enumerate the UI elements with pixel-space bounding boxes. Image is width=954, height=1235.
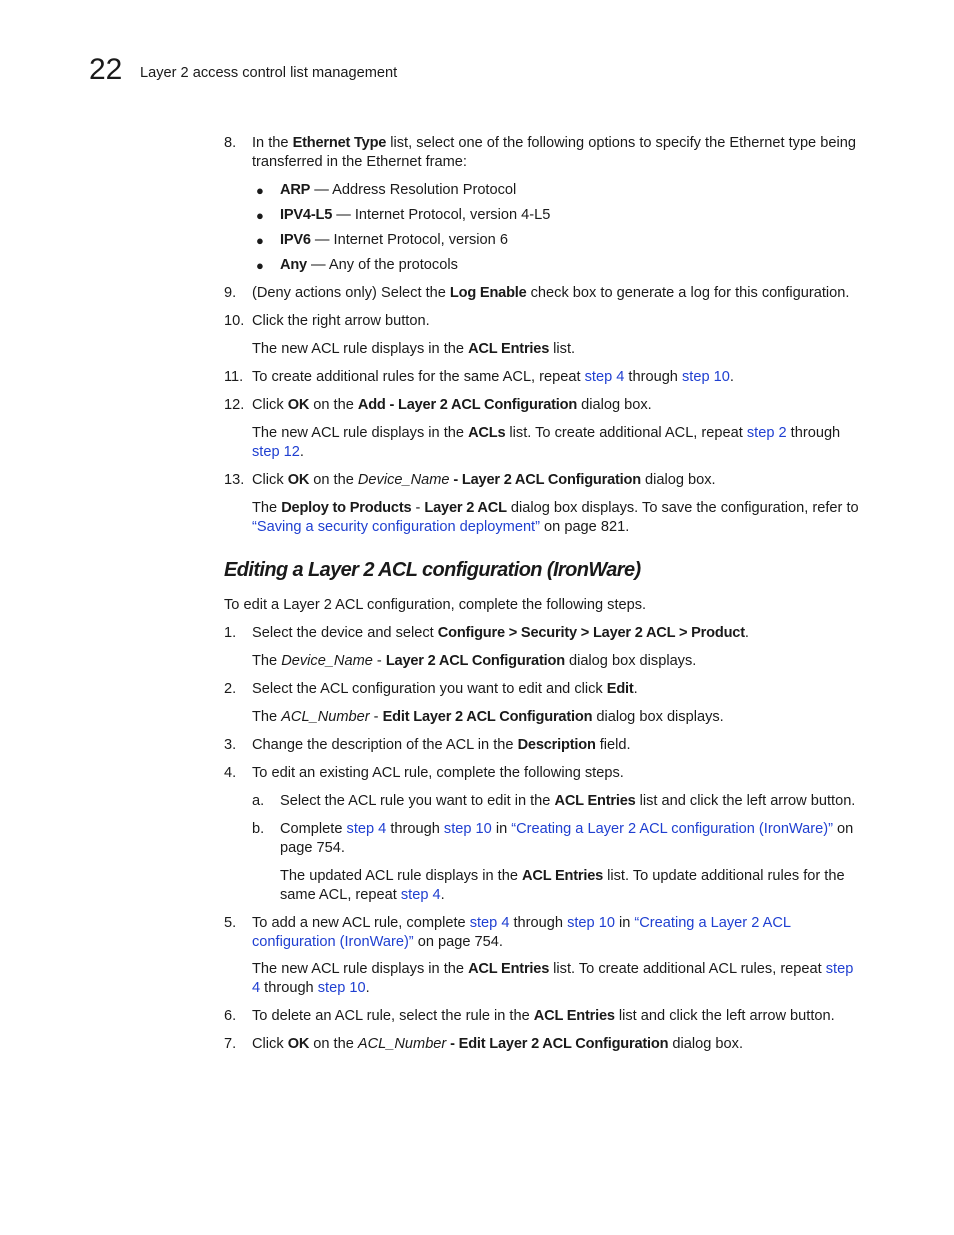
step-11-text: To create additional rules for the same ACL, repeat step 4 through step 10.: [252, 369, 734, 385]
step-number: 6.: [224, 1008, 237, 1024]
edit-step-2-result: The ACL_Number - Edit Layer 2 ACL Configuration dialog box displays.: [252, 709, 724, 725]
step-number: 1.: [224, 625, 237, 641]
step-number: 4.: [224, 765, 237, 781]
step-number: 9.: [224, 285, 237, 301]
bullet-icon: ●: [256, 233, 264, 248]
chapter-title: Layer 2 access control list management: [140, 65, 398, 81]
edit-step-7-text: Click OK on the ACL_Number - Edit Layer 2 ACL Configuration dialog box.: [252, 1036, 744, 1052]
step-link[interactable]: step 4: [469, 915, 510, 931]
step-number: 5.: [224, 915, 237, 931]
step-10-text: Click the right arrow button.: [252, 313, 430, 329]
edit-step-5-result: The new ACL rule displays in the ACL Entries list. To create additional ACL rules, repeat step 4 through step 10.: [252, 961, 854, 996]
step-link[interactable]: step 10: [317, 980, 366, 996]
step-link[interactable]: step 4: [252, 961, 854, 996]
bullet-icon: ●: [256, 183, 264, 198]
step-link[interactable]: step 10: [443, 821, 492, 837]
bullet-item: Any — Any of the protocols: [280, 257, 458, 273]
cross-reference-link[interactable]: “Saving a security configuration deployment”: [252, 519, 540, 535]
step-number: 11.: [224, 369, 244, 385]
cross-reference-link[interactable]: “Creating a Layer 2 ACL configuration (IronWare)”: [511, 821, 833, 837]
step-12-text: Click OK on the Add - Layer 2 ACL Configuration dialog box.: [252, 397, 652, 413]
edit-step-1-text: Select the device and select Configure > Security > Layer 2 ACL > Product.: [252, 625, 749, 641]
substep-letter: a.: [252, 793, 265, 809]
edit-step-4b-text: Complete step 4 through step 10 in “Creating a Layer 2 ACL configuration (IronWare)” on page 754.: [280, 821, 854, 856]
bullet-icon: ●: [256, 258, 264, 273]
bullet-item: IPV6 — Internet Protocol, version 6: [280, 232, 508, 248]
edit-step-3-text: Change the description of the ACL in the Description field.: [252, 737, 631, 753]
step-number: 7.: [224, 1036, 237, 1052]
step-9-text: (Deny actions only) Select the Log Enable check box to generate a log for this configuration.: [252, 285, 850, 301]
section-intro: To edit a Layer 2 ACL configuration, complete the following steps.: [224, 597, 647, 613]
step-number: 13.: [224, 472, 245, 488]
edit-step-4b-result: The updated ACL rule displays in the ACL Entries list. To update additional rules for the same ACL, repeat step 4.: [280, 868, 845, 903]
step-number: 3.: [224, 737, 237, 753]
chapter-number: 22: [89, 53, 123, 86]
bullet-icon: ●: [256, 208, 264, 223]
edit-step-4-text: To edit an existing ACL rule, complete the following steps.: [252, 765, 624, 781]
step-link[interactable]: step 4: [400, 887, 441, 903]
step-number: 10.: [224, 313, 245, 329]
step-8-text: In the Ethernet Type list, select one of the following options to specify the Ethernet type being transferred in the Ethernet frame:: [252, 135, 856, 170]
edit-step-2-text: Select the ACL configuration you want to edit and click Edit.: [252, 681, 638, 697]
edit-step-4a-text: Select the ACL rule you want to edit in the ACL Entries list and click the left arrow button.: [280, 793, 856, 809]
bullet-item: IPV4-L5 — Internet Protocol, version 4-L5: [280, 207, 551, 223]
step-number: 8.: [224, 135, 237, 151]
edit-step-1-result: The Device_Name - Layer 2 ACL Configuration dialog box displays.: [252, 653, 697, 669]
step-link[interactable]: step 4: [584, 369, 625, 385]
step-link[interactable]: step 4: [346, 821, 387, 837]
cross-reference-link[interactable]: “Creating a Layer 2 ACL configuration (IronWare)”: [252, 915, 791, 950]
step-13-result: The Deploy to Products - Layer 2 ACL dialog box displays. To save the configuration, refer to “Saving a security configuration deployment” on page 821.: [252, 500, 859, 535]
substep-letter: b.: [252, 821, 265, 837]
step-number: 2.: [224, 681, 237, 697]
step-10-result: The new ACL rule displays in the ACL Entries list.: [252, 341, 576, 357]
bullet-item: ARP — Address Resolution Protocol: [280, 182, 517, 198]
step-number: 12.: [224, 397, 245, 413]
step-13-text: Click OK on the Device_Name - Layer 2 ACL Configuration dialog box.: [252, 472, 716, 488]
step-link[interactable]: step 2: [746, 425, 787, 441]
step-link[interactable]: step 12: [252, 444, 300, 460]
edit-step-6-text: To delete an ACL rule, select the rule in the ACL Entries list and click the left arrow button.: [252, 1008, 835, 1024]
step-link[interactable]: step 10: [567, 915, 615, 931]
step-12-result: The new ACL rule displays in the ACLs list. To create additional ACL, repeat step 2 through step 12.: [252, 425, 841, 460]
section-heading: Editing a Layer 2 ACL configuration (IronWare): [224, 559, 641, 581]
edit-step-5-text: To add a new ACL rule, complete step 4 through step 10 in “Creating a Layer 2 ACL configuration (IronWare)” on page 754.: [252, 915, 791, 950]
step-link[interactable]: step 10: [681, 369, 730, 385]
